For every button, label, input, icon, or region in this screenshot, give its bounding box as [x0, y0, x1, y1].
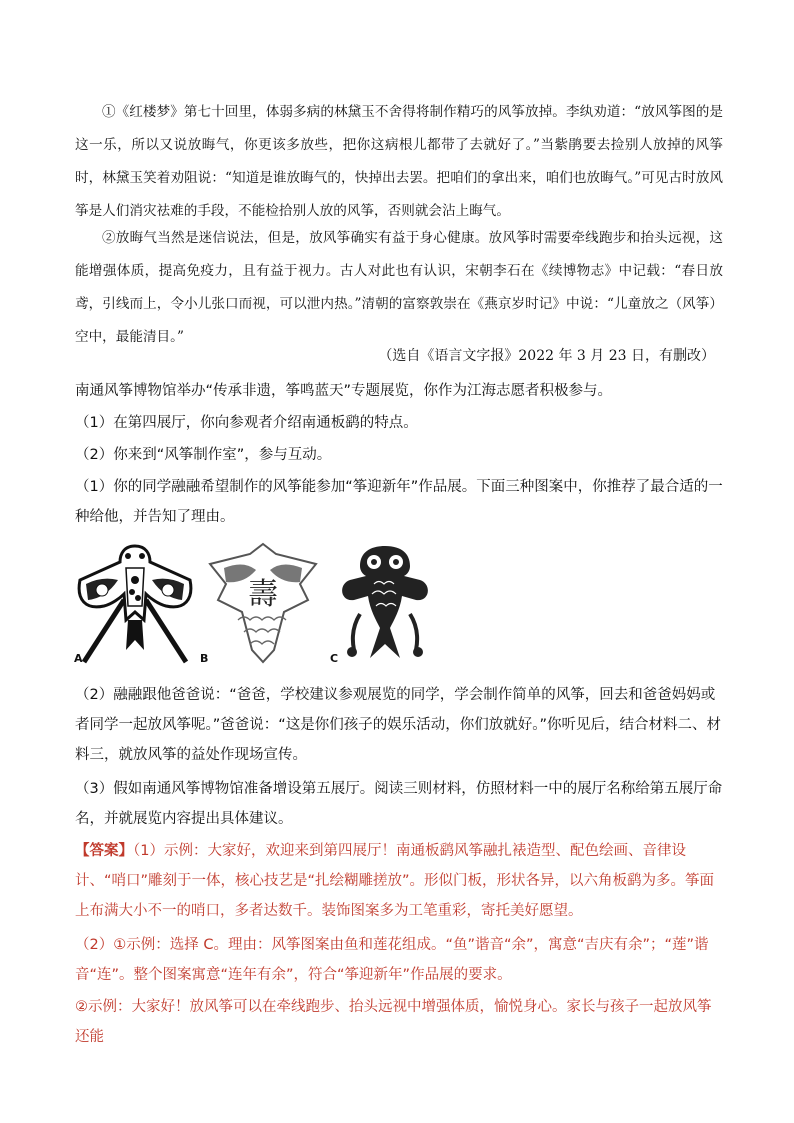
kite-a-image: [76, 540, 194, 664]
answer-3: ②示例：大家好！放风筝可以在牵线跑步、抬头远视中增强体质，愉悦身心。家长与孩子一起放风筝还能: [75, 999, 712, 1045]
kite-c-label: C: [330, 652, 339, 665]
answer-2: （2）①示例：选择 C。理由：风筝图案由鱼和莲花组成。“鱼”谐音“余”，寓意“吉庆有余”；“莲”谐音“连”。整个图案寓意“连年有余”，符合“筝迎新年”作品展的要求。: [75, 937, 709, 983]
kite-b-image: [204, 540, 322, 664]
kite-a-label: A: [74, 652, 83, 665]
material-paragraph-1: ①《红楼梦》第七十回里，体弱多病的林黛玉不舍得将制作精巧的风筝放掉。李纨劝道：“放风筝图的是这一乐，所以又说放晦气，你更该多放些，把你这病根儿都带了去就好了。”当紫鹃要去捡别人放掉的风筝时，林黛玉笑着劝阻说：“知道是谁放晦气的，快掉出去罢。把咱们的拿出来，咱们也放晦气。”可见古时放风筝是人们消灾祛难的手段，不能检拾别人放的风筝，否则就会沾上晦气。: [75, 104, 723, 219]
question-2-2: （2）融融跟他爸爸说：“爸爸，学校建议参观展览的同学，学会制作简单的风筝，回去和爸爸妈妈或者同学一起放风筝呢。”爸爸说：“这是你们孩子的娱乐活动，你们放就好。”你听见后，结合材料二、材料三，就放风筝的益处作现场宣传。: [75, 687, 722, 763]
answer-1: [75, 836, 723, 926]
kite-b-label: B: [200, 652, 209, 665]
answer-tag: 【答案】: [75, 843, 133, 859]
answer-1-text: （1）示例：大家好，欢迎来到第四展厅！南通板鹞风筝融扎裱造型、配色绘画、音律设计、“哨口”雕刻于一体，核心技艺是“扎绘糊雕搓放”。形似门板，形状各异，以六角板鹞为多。筝面上布满大小不一的哨口，多者达数千。装饰图案多为工笔重彩，寄托美好愿望。: [75, 843, 715, 919]
question-2: （2）你来到“风筝制作室”，参与互动。: [75, 447, 332, 463]
question-3: （3）假如南通风筝博物馆准备增设第五展厅。阅读三则材料，仿照材料一中的展厅名称给第五展厅命名，并就展览内容提出具体建议。: [75, 781, 723, 827]
question-1: （1）在第四展厅，你向参观者介绍南通板鹞的特点。: [75, 415, 418, 431]
material-paragraph-2: ②放晦气当然是迷信说法，但是，放风筝确实有益于身心健康。放风筝时需要牵线跑步和抬头远视，这能增强体质，提高免疫力，且有益于视力。古人对此也有认识，宋朝李石在《续博物志》中记载：“春日放鸢，引线而上，令小儿张口而视，可以泄内热。”清朝的富察敦崇在《燕京岁时记》中说：“儿童放之（风筝）空中，最能清目。”: [75, 230, 723, 345]
question-2-1: （1）你的同学融融希望制作的风筝能参加“筝迎新年”作品展。下面三种图案中，你推荐了最合适的一种给他，并告知了理由。: [75, 479, 723, 525]
kite-b-character: 壽: [248, 577, 278, 612]
question-intro: 南通风筝博物馆举办“传承非遗，筝鸣蓝天”专题展览，你作为江海志愿者积极参与。: [75, 383, 613, 399]
source-citation: （选自《语言文字报》2022 年 3 月 23 日，有删改）: [378, 348, 715, 364]
kite-c-image: [330, 540, 440, 664]
